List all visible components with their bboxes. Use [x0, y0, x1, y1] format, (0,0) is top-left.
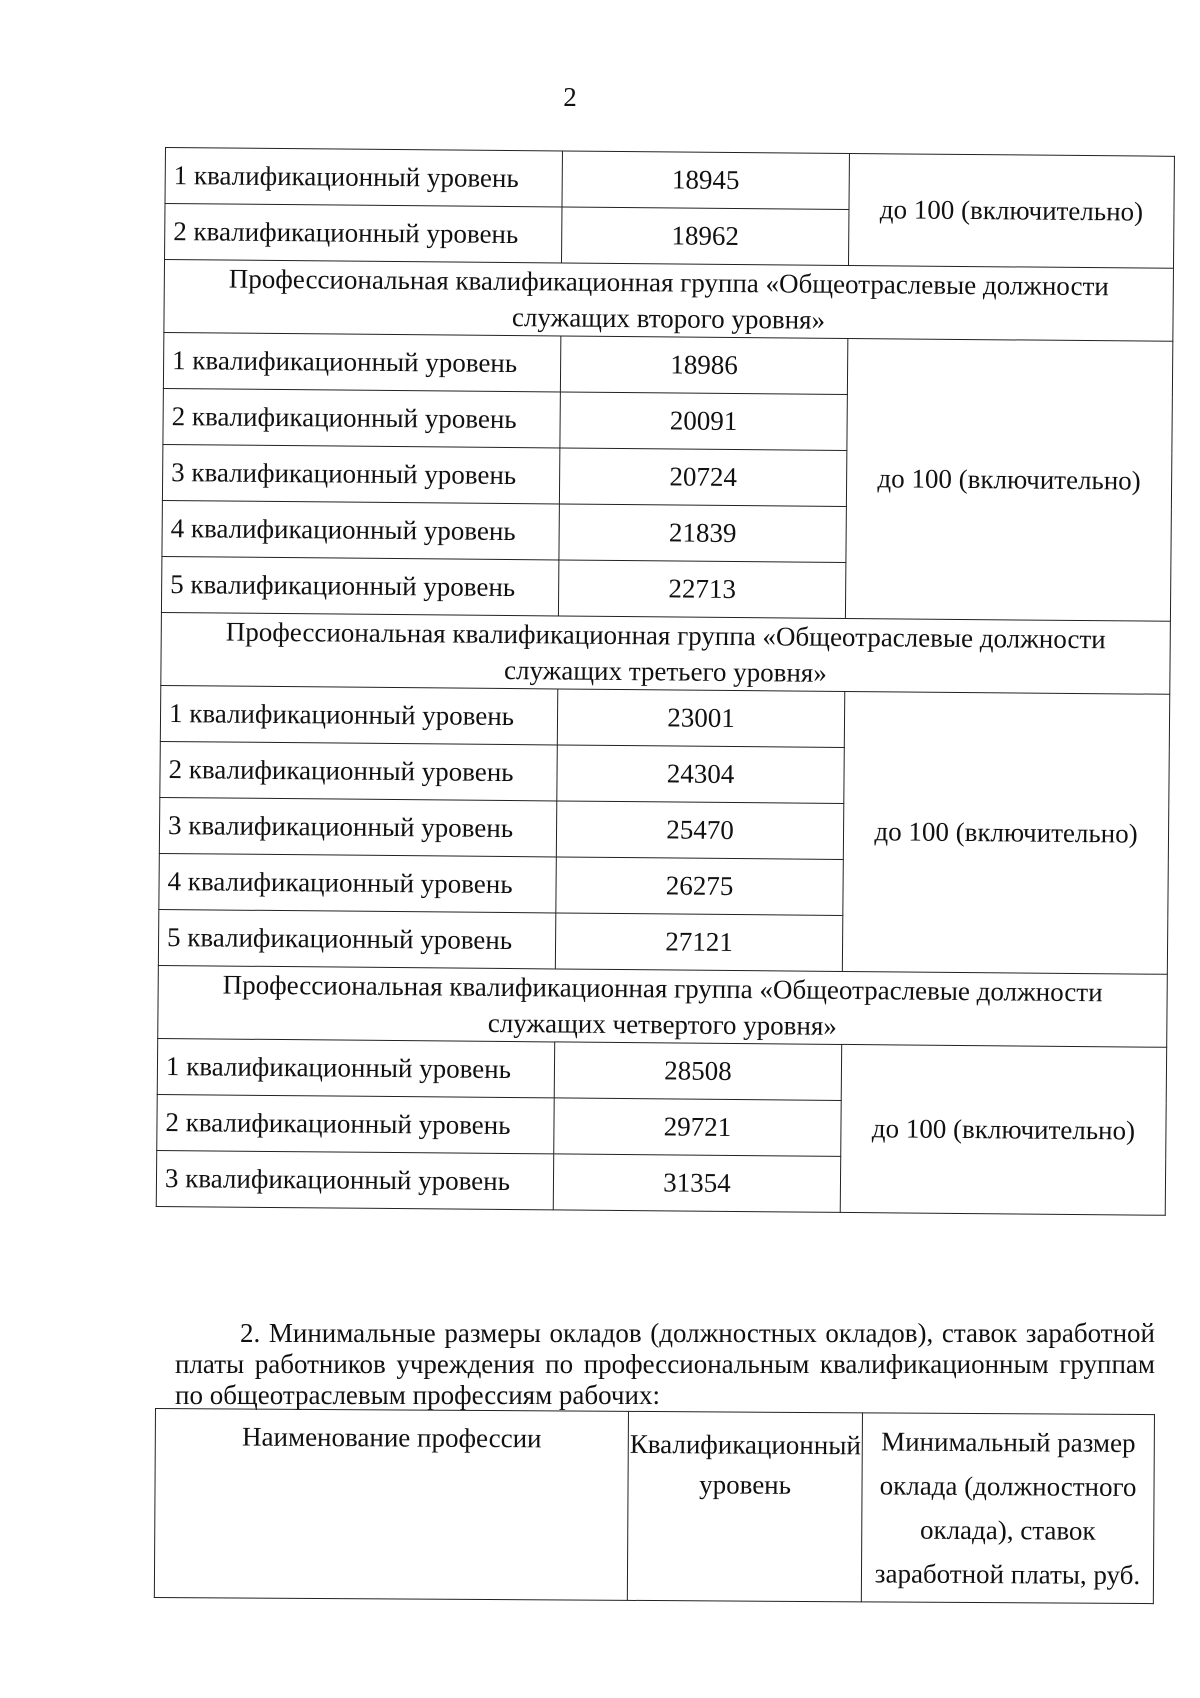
percent-increase: до 100 (включительно) — [848, 153, 1174, 268]
table-row — [163, 332, 1172, 397]
group-title: Профессиональная квалификационная группа «Общеотраслевые должности служащих третьего уровня» — [161, 612, 1171, 694]
salary-value: 23001 — [557, 689, 844, 748]
professions-table — [154, 1408, 1155, 1604]
qualification-level: 3 квалификационный уровень — [156, 1150, 553, 1209]
salary-value: 18962 — [562, 207, 849, 266]
group-title: Профессиональная квалификационная группа «Общеотраслевые должности служащих четвертого уровня» — [158, 965, 1168, 1047]
table-row — [165, 148, 1174, 213]
salary-value: 24304 — [557, 745, 844, 804]
qualification-level: 1 квалификационный уровень — [160, 685, 557, 744]
salary-value: 18986 — [560, 336, 847, 395]
percent-increase: до 100 (включительно) — [840, 1044, 1166, 1215]
salary-value: 28508 — [554, 1042, 841, 1101]
percent-increase: до 100 (включительно) — [842, 691, 1169, 974]
salary-value: 27121 — [555, 913, 842, 972]
salary-value: 18945 — [562, 151, 849, 210]
salary-value: 25470 — [556, 801, 843, 860]
header-profession-name: Наименование профессии — [154, 1409, 628, 1601]
qualification-level: 3 квалификационный уровень — [159, 797, 556, 856]
salary-value: 20091 — [560, 392, 847, 451]
group-title-row — [158, 965, 1168, 1047]
qualification-level: 3 квалификационный уровень — [162, 444, 559, 503]
salary-value: 31354 — [553, 1154, 840, 1213]
header-min-salary: Минимальный размер оклада (должностного оклада), ставок заработной платы, руб. — [861, 1413, 1154, 1604]
qualification-level: 5 квалификационный уровень — [158, 909, 555, 968]
salary-value: 20724 — [559, 448, 846, 507]
salary-value: 26275 — [556, 857, 843, 916]
professions-table-header — [154, 1409, 1154, 1604]
group-title-row — [164, 260, 1174, 342]
qualification-level: 2 квалификационный уровень — [163, 388, 560, 447]
qualification-level: 2 квалификационный уровень — [160, 741, 557, 800]
qualification-level: 2 квалификационный уровень — [157, 1094, 554, 1153]
table-row — [157, 1038, 1166, 1103]
qualification-level: 4 квалификационный уровень — [162, 500, 559, 559]
qualification-level: 2 квалификационный уровень — [165, 204, 562, 263]
qualification-level: 1 квалификационный уровень — [165, 148, 562, 207]
salary-value: 22713 — [558, 560, 845, 619]
percent-increase: до 100 (включительно) — [845, 338, 1172, 621]
table-row — [160, 685, 1169, 750]
page-number: 2 — [563, 82, 577, 112]
salary-value: 29721 — [554, 1098, 841, 1157]
qualification-level: 4 квалификационный уровень — [159, 853, 556, 912]
salary-value: 21839 — [559, 504, 846, 563]
section-paragraph: 2. Минимальные размеры окладов (должностных окладов), ставок заработной платы работников учреждения по профессиональным квалификационным группам по общеотраслевым профессиям рабочих: — [175, 1318, 1155, 1410]
group-title: Профессиональная квалификационная группа «Общеотраслевые должности служащих второго уровня» — [164, 260, 1174, 342]
group-title-row — [161, 612, 1171, 694]
qualification-level: 1 квалификационный уровень — [163, 332, 560, 391]
header-qualification-level: Квалификационный уровень — [627, 1411, 862, 1601]
qualification-level: 1 квалификационный уровень — [157, 1038, 554, 1097]
salary-table — [156, 147, 1175, 1216]
qualification-level: 5 квалификационный уровень — [161, 556, 558, 615]
